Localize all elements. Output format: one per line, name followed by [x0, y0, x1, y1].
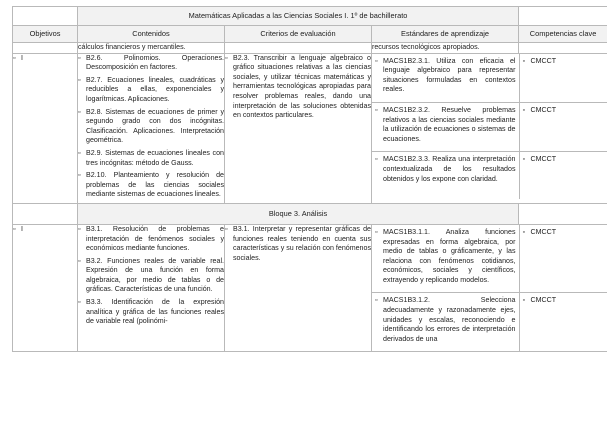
- estandar-text: MACS1B3.1.2. Selecciona adecuadamente y razonadamente ejes, unidades y escalas, reconociendo e identificando los errores de interpretación derivados de una: [383, 296, 516, 343]
- bullet-icon: ▫: [13, 53, 16, 62]
- bullet-icon: ▫: [375, 105, 378, 114]
- bullet-icon: ▫: [13, 224, 16, 233]
- bullet-icon: ▫: [375, 227, 378, 236]
- estandar-cell: [372, 102, 519, 151]
- table-title: Matemáticas Aplicadas a las Ciencias Sociales I. 1º de bachillerato: [78, 7, 519, 26]
- estandar-text: MACS1B2.3.1. Utiliza con eficacia el lenguaje algebraico para representar situaciones formuladas en contextos reales.: [383, 56, 516, 94]
- competencia-cell: [519, 54, 607, 103]
- criterio-text: B2.3. Transcribir a lenguaje algebraico o gráfico situaciones relativas a las ciencias sociales, y utilizar técnicas matemáticas y herramientas tecnológicas apropiadas para resolver problemas reales, dando una interpretación de las soluciones obtenidas en contextos particulares.: [233, 53, 371, 120]
- continuation-cell: [13, 43, 78, 54]
- objetivos-cell: [13, 53, 78, 203]
- objetivo-text: I: [21, 224, 23, 233]
- estandar-cell: [372, 293, 519, 351]
- estandares-continuation: recursos tecnológicos apropiados.: [372, 43, 519, 54]
- bullet-icon: ▫: [78, 171, 81, 180]
- contenido-item: B2.7. Ecuaciones lineales, cuadráticas y reducibles a ellas, exponenciales y logarítmicas. Aplicaciones.: [86, 75, 224, 103]
- bullet-icon: ▫: [225, 53, 228, 62]
- competencia-cell: [519, 152, 607, 199]
- objetivo-text: I: [21, 53, 23, 62]
- estandar-text: MACS1B3.1.1. Analiza funciones expresadas en forma algebraica, por medio de tablas o gráficamente, y las relaciona con fenómenos cotidianos, económicos, sociales y científicos, extrayendo y replicando modelos.: [383, 227, 516, 284]
- blank-cell: [13, 7, 78, 26]
- criterios-cell: [225, 53, 372, 203]
- contenido-item: B3.1. Resolución de problemas e interpretación de fenómenos sociales y económicos mediante funciones.: [86, 224, 224, 253]
- bullet-icon: ▫: [522, 56, 526, 65]
- competencia-cell: [519, 293, 607, 351]
- competencia-text: CMCCT: [530, 227, 557, 236]
- bullet-icon: ▫: [375, 155, 378, 164]
- estandar-cell: [372, 225, 519, 293]
- continuation-cell: [519, 43, 607, 54]
- objetivos-cell: [13, 224, 78, 352]
- bullet-icon: ▫: [375, 56, 378, 65]
- criterios-cell: [225, 224, 372, 352]
- column-header-contenidos: Contenidos: [78, 26, 225, 43]
- competencia-text: CMCCT: [530, 296, 557, 305]
- blank-cell: [519, 7, 607, 26]
- estandar-text: MACS1B2.3.2. Resuelve problemas relativos a las ciencias sociales mediante la utilización de ecuaciones o sistemas de ecuaciones.: [383, 105, 516, 143]
- estandares-subtable: [372, 54, 607, 200]
- bullet-icon: ▫: [375, 296, 378, 305]
- bullet-icon: ▫: [78, 256, 81, 265]
- bullet-icon: ▫: [78, 148, 81, 157]
- bullet-icon: ▫: [78, 224, 81, 233]
- bullet-icon: ▫: [78, 298, 81, 307]
- competencia-text: CMCCT: [530, 56, 557, 65]
- column-header-competencias: Competencias clave: [519, 26, 607, 43]
- bullet-icon: ▫: [522, 105, 526, 114]
- contenidos-continuation: cálculos financieros y mercantiles.: [78, 43, 225, 54]
- bullet-icon: ▫: [78, 75, 81, 84]
- contenido-item: B3.2. Funciones reales de variable real. Expresión de una función en forma algebraica, por medio de tablas o de gráficas. Características de una función.: [86, 256, 224, 294]
- contenido-item: B2.6. Polinomios. Operaciones. Descomposición en factores.: [86, 53, 224, 72]
- column-header-objetivos: Objetivos: [13, 26, 78, 43]
- bullet-icon: ▫: [522, 155, 526, 164]
- blank-cell: [13, 203, 78, 224]
- estandar-cell: [372, 152, 519, 199]
- bullet-icon: ▫: [522, 296, 526, 305]
- blank-cell: [519, 203, 607, 224]
- bullet-icon: ▫: [225, 224, 228, 233]
- estandar-cell: [372, 54, 519, 103]
- continuation-cell: [225, 43, 372, 54]
- estandares-competencias-cell: [372, 53, 608, 203]
- competencia-text: CMCCT: [530, 105, 557, 114]
- column-header-estandares: Estándares de aprendizaje: [372, 26, 519, 43]
- contenido-item: B2.9. Sistemas de ecuaciones lineales con tres incógnitas: método de Gauss.: [86, 148, 224, 167]
- estandares-competencias-cell: [372, 224, 608, 352]
- estandares-subtable: [372, 225, 607, 352]
- bullet-icon: ▫: [78, 53, 81, 62]
- document-page: [12, 6, 607, 439]
- block-title: Bloque 3. Análisis: [78, 203, 519, 224]
- contenidos-cell: [78, 224, 225, 352]
- contenido-item: B2.8. Sistemas de ecuaciones de primer y segundo grado con dos incógnitas. Clasificación. Aplicaciones. Interpretación geométrica.: [86, 107, 224, 145]
- estandar-text: MACS1B2.3.3. Realiza una interpretación contextualizada de los resultados obtenidos y los expone con claridad.: [383, 155, 516, 183]
- bullet-icon: ▫: [78, 107, 81, 116]
- bullet-icon: ▫: [522, 227, 526, 236]
- curriculum-table: [12, 6, 607, 352]
- contenido-item: B2.10. Planteamiento y resolución de problemas de las ciencias sociales mediante sistemas de ecuaciones lineales.: [86, 171, 224, 199]
- competencia-cell: [519, 225, 607, 293]
- contenidos-cell: [78, 53, 225, 203]
- column-header-criterios: Criterios de evaluación: [225, 26, 372, 43]
- competencia-text: CMCCT: [530, 155, 557, 164]
- criterio-text: B3.1. Interpretar y representar gráficas de funciones reales teniendo en cuenta sus características y su relación con fenómenos sociales.: [233, 224, 371, 262]
- competencia-cell: [519, 102, 607, 151]
- contenido-item: B3.3. Identificación de la expresión analítica y gráfica de las funciones reales de variable real (polinómi-: [86, 298, 224, 326]
